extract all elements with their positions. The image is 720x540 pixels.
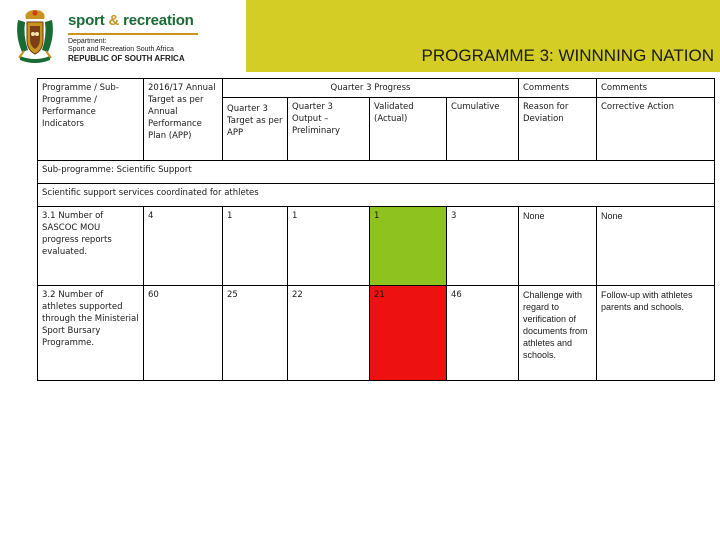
subprogramme-label: Sub-programme: Scientific Support	[38, 161, 715, 184]
header-row	[38, 79, 715, 98]
header-indicator: Programme / Sub-Programme / Performance Indicators	[38, 79, 144, 161]
dept-name: Sport and Recreation South Africa	[68, 46, 174, 53]
header-q3-progress: Quarter 3 Progress	[223, 79, 519, 98]
indicator-cell: 3.1 Number of SASCOC MOU progress reports evaluated.	[38, 207, 144, 286]
header-corrective: Corrective Action	[597, 98, 715, 161]
annual-target-cell: 4	[144, 207, 223, 286]
validated-cell: 1	[370, 207, 447, 286]
country-name: REPUBLIC OF SOUTH AFRICA	[68, 54, 185, 63]
q3-output-cell: 22	[288, 286, 370, 381]
header-comments-2: Comments	[597, 79, 715, 98]
section-label: Scientific support services coordinated for athletes	[38, 184, 715, 207]
programme-title: PROGRAMME 3: WINNNING NATION	[421, 46, 714, 65]
corrective-cell: Follow-up with athletes parents and schools.	[597, 286, 715, 381]
q3-target-cell: 1	[223, 207, 288, 286]
validated-cell: 21	[370, 286, 447, 381]
coat-of-arms-icon	[10, 6, 60, 66]
cumulative-cell: 3	[447, 207, 519, 286]
reason-cell: Challenge with regard to verification of documents from athletes and schools.	[519, 286, 597, 381]
header-reason: Reason for Deviation	[519, 98, 597, 161]
reason-cell: None	[519, 207, 597, 286]
indicator-cell: 3.2 Number of athletes supported through the Ministerial Sport Bursary Programme.	[38, 286, 144, 381]
logo-divider	[68, 33, 198, 35]
logo-title: sport & recreation	[68, 12, 194, 29]
department-logo	[0, 0, 246, 72]
logo-text	[68, 12, 243, 64]
section-row	[38, 184, 715, 207]
header-q3-output: Quarter 3 Output – Preliminary	[288, 98, 370, 161]
header-validated: Validated (Actual)	[370, 98, 447, 161]
table-row	[38, 286, 715, 381]
annual-target-cell: 60	[144, 286, 223, 381]
header-comments-1: Comments	[519, 79, 597, 98]
q3-target-cell: 25	[223, 286, 288, 381]
table-row	[38, 207, 715, 286]
header-annual-target: 2016/17 Annual Target as per Annual Performance Plan (APP)	[144, 79, 223, 161]
performance-table	[37, 78, 715, 381]
subprogramme-row	[38, 161, 715, 184]
dept-label: Department:	[68, 38, 107, 45]
cumulative-cell: 46	[447, 286, 519, 381]
corrective-cell: None	[597, 207, 715, 286]
header-q3-target: Quarter 3 Target as per APP	[223, 98, 288, 161]
header-cumulative: Cumulative	[447, 98, 519, 161]
q3-output-cell: 1	[288, 207, 370, 286]
